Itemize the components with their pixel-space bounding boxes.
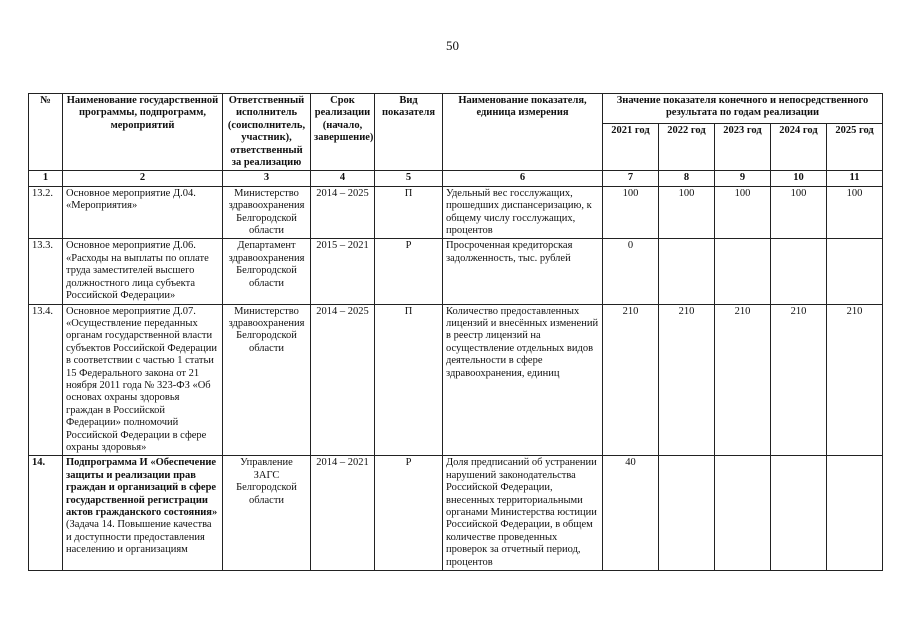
header-name: Наименование государственной программы, подпрограмм, мероприятий: [63, 94, 223, 171]
row-value-2022: [659, 456, 715, 571]
column-number: 11: [827, 171, 883, 186]
header-values-group: Значение показателя конечного и непосредственного результата по годам реализации: [603, 94, 883, 124]
column-number: 4: [311, 171, 375, 186]
column-number: 9: [715, 171, 771, 186]
row-number: 14.: [29, 456, 63, 571]
column-number: 6: [443, 171, 603, 186]
header-year-2021: 2021 год: [603, 124, 659, 171]
row-event-name: Основное мероприятие Д.04. «Мероприятия»: [63, 186, 223, 239]
subprogram-title: Подпрограмма И «Обеспечение защиты и реализации прав граждан и организаций в сфере государственной регистрации актов гражданского состояния»: [66, 457, 218, 518]
row-indicator-name: Просроченная кредиторская задолженность, тыс. рублей: [443, 239, 603, 304]
row-indicator-type: П: [375, 304, 443, 456]
row-period: 2014 – 2021: [311, 456, 375, 571]
column-number: 1: [29, 171, 63, 186]
row-value-2024: 210: [771, 304, 827, 456]
row-value-2021: 40: [603, 456, 659, 571]
row-period: 2015 – 2021: [311, 239, 375, 304]
header-indicator-name: Наименование показателя, единица измерения: [443, 94, 603, 171]
row-value-2024: 100: [771, 186, 827, 239]
row-period: 2014 – 2025: [311, 186, 375, 239]
program-table: [28, 93, 883, 571]
header-year-2023: 2023 год: [715, 124, 771, 171]
column-number: 5: [375, 171, 443, 186]
header-year-2024: 2024 год: [771, 124, 827, 171]
table-row: [29, 239, 883, 304]
row-value-2025: [827, 456, 883, 571]
row-value-2021: 210: [603, 304, 659, 456]
column-numbers-row: [29, 171, 883, 186]
row-value-2025: 210: [827, 304, 883, 456]
row-value-2021: 100: [603, 186, 659, 239]
row-event-name: Основное мероприятие Д.07. «Осуществление переданных органам государственной власти субъектов Российской Федерации в соответствии с частью 1 статьи 15 Федерального закона от 21 ноября 2011 года № 323-ФЗ «Об основах охраны здоровья граждан в Российской Федерации» полномочий Российской Федерации в сфере охраны здоровья»: [63, 304, 223, 456]
row-indicator-type: Р: [375, 239, 443, 304]
row-value-2023: [715, 456, 771, 571]
column-number: 10: [771, 171, 827, 186]
table-row: [29, 304, 883, 456]
row-value-2022: 100: [659, 186, 715, 239]
column-number: 3: [223, 171, 311, 186]
row-indicator-name: Количество предоставленных лицензий и внесённых изменений в реестр лицензий на осуществление отдельных видов деятельности в сфере здравоохранения, единиц: [443, 304, 603, 456]
row-indicator-type: Р: [375, 456, 443, 571]
row-responsible: Управление ЗАГС Белгородской области: [223, 456, 311, 571]
row-value-2023: [715, 239, 771, 304]
row-responsible: Министерство здравоохранения Белгородской области: [223, 304, 311, 456]
column-number: 2: [63, 171, 223, 186]
header-num: №: [29, 94, 63, 171]
row-value-2024: [771, 239, 827, 304]
column-number: 7: [603, 171, 659, 186]
table-row: [29, 186, 883, 239]
row-event-name: Основное мероприятие Д.06. «Расходы на выплаты по оплате труда заместителей высшего должностного лица субъекта Российской Федерации»: [63, 239, 223, 304]
row-responsible: Министерство здравоохранения Белгородской области: [223, 186, 311, 239]
header-responsible: Ответственный исполнитель (соисполнитель, участник), ответственный за реализацию: [223, 94, 311, 171]
row-value-2022: 210: [659, 304, 715, 456]
row-responsible: Департамент здравоохранения Белгородской области: [223, 239, 311, 304]
column-number: 8: [659, 171, 715, 186]
row-value-2023: 100: [715, 186, 771, 239]
row-subprogram-name: [63, 456, 223, 571]
header-year-2022: 2022 год: [659, 124, 715, 171]
row-value-2025: [827, 239, 883, 304]
row-number: 13.3.: [29, 239, 63, 304]
header-year-2025: 2025 год: [827, 124, 883, 171]
row-number: 13.4.: [29, 304, 63, 456]
row-value-2025: 100: [827, 186, 883, 239]
row-value-2022: [659, 239, 715, 304]
header-indicator-type: Вид показателя: [375, 94, 443, 171]
row-indicator-type: П: [375, 186, 443, 239]
table-row: [29, 456, 883, 571]
row-value-2023: 210: [715, 304, 771, 456]
row-period: 2014 – 2025: [311, 304, 375, 456]
row-indicator-name: Удельный вес госслужащих, прошедших диспансеризацию, к общему числу госслужащих, процентов: [443, 186, 603, 239]
row-indicator-name: Доля предписаний об устранении нарушений законодательства Российской Федерации, внесенных территориальными органами Министерства юстиции Российской Федерации, в общем количестве проведенных проверок за отчетный период, процентов: [443, 456, 603, 571]
row-number: 13.2.: [29, 186, 63, 239]
header-row: [29, 94, 883, 124]
page-number: 50: [446, 38, 459, 53]
header-period: Срок реализации (начало, завершение): [311, 94, 375, 171]
row-value-2024: [771, 456, 827, 571]
subprogram-task: (Задача 14. Повышение качества и доступности предоставления населению и организациям: [66, 519, 212, 556]
row-value-2021: 0: [603, 239, 659, 304]
